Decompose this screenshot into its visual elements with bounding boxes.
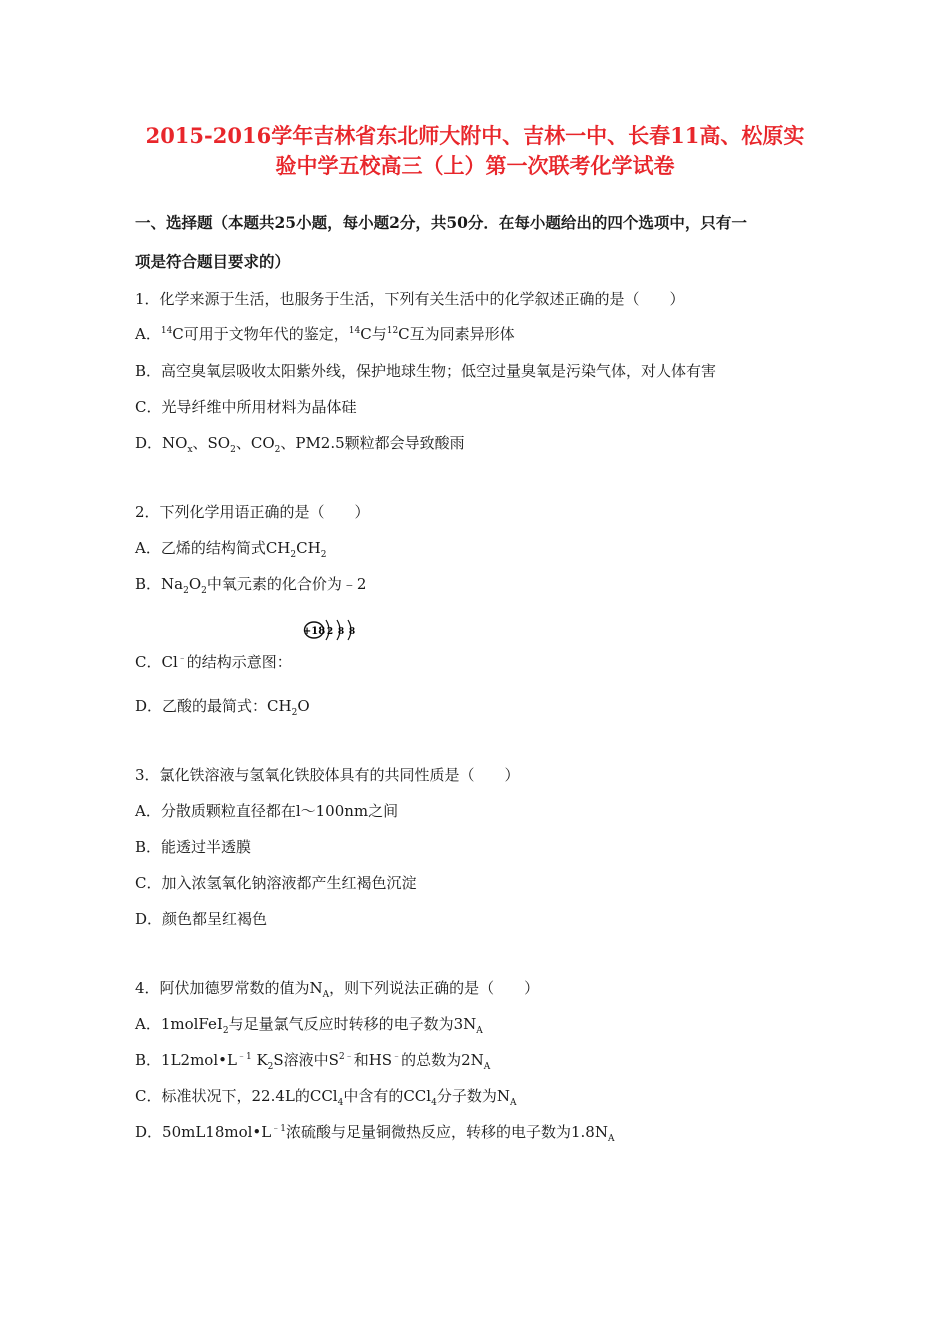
q4-c-text: 中含有的CCl — [343, 1087, 432, 1105]
q1-option-d — [135, 432, 465, 455]
q1-option-b: B．高空臭氧层吸收太阳紫外线，保护地球生物；低空过量臭氧是污染气体，对人体有害 — [135, 362, 717, 380]
q4-b-sup: ﹣1 — [236, 1052, 252, 1062]
q2-a-text: CH — [296, 539, 321, 557]
q2-b-sub: 2 — [201, 586, 207, 596]
q4-b-sup: ﹣ — [392, 1052, 402, 1062]
q2-b-text: 中氧元素的化合价为﹣2 — [206, 575, 367, 593]
q4-option-b — [135, 1049, 490, 1072]
q4-a-sub: A — [476, 1026, 483, 1036]
q4-b-sub: 2 — [267, 1062, 274, 1072]
q2-c-text: 的结构示意图： — [186, 653, 292, 671]
q4-stem-text: 4．阿伏加德罗常数的值为N — [135, 979, 323, 997]
q2-b-sub: 2 — [183, 586, 189, 596]
q4-c-text: 分子数为N — [436, 1087, 510, 1105]
q1-a-text: C与 — [360, 325, 387, 343]
q3-option-c: C．加入浓氢氧化钠溶液都产生红褐色沉淀 — [135, 874, 417, 892]
q1-d-sub: x — [187, 445, 193, 455]
q1-stem: 1．化学来源于生活，也服务于生活，下列有关生活中的化学叙述正确的是（ ） — [135, 290, 685, 308]
q2-option-d — [135, 695, 310, 718]
q2-a-text: A．乙烯的结构简式CH — [135, 539, 291, 557]
q4-a-text: A．1molFeI — [135, 1015, 223, 1033]
q4-stem-sub: A — [322, 990, 330, 1000]
q4-stem-text: ，则下列说法正确的是（ ） — [329, 979, 540, 997]
q1-d-sub: 2 — [230, 445, 236, 455]
q3-option-d: D．颜色都呈红褐色 — [135, 910, 268, 928]
q4-b-text: K — [251, 1051, 268, 1069]
q4-d-text: D．50mL18mol•L — [135, 1123, 272, 1141]
q4-c-sub: 4 — [431, 1098, 437, 1108]
q1-d-text: D．NO — [135, 434, 188, 452]
q1-d-text: 、PM2.5颗粒都会导致酸雨 — [280, 434, 465, 452]
q4-d-sub: A — [607, 1134, 615, 1144]
q2-stem: 2．下列化学用语正确的是（ ） — [135, 503, 370, 521]
q4-option-d — [135, 1121, 614, 1144]
q3-stem: 3．氯化铁溶液与氢氧化铁胶体具有的共同性质是（ ） — [135, 766, 520, 784]
q4-a-sub: 2 — [222, 1026, 229, 1036]
q4-c-text: C．标准状况下，22.4L的CCl — [135, 1087, 338, 1105]
shell-electron-count: 8 — [348, 627, 356, 637]
q2-option-b — [135, 573, 366, 596]
q2-a-sub: 2 — [320, 550, 327, 560]
q4-b-text: B．1L2mol•L — [135, 1051, 237, 1069]
q4-stem — [135, 977, 539, 1000]
q2-b-text: O — [188, 575, 202, 593]
q4-c-sub: A — [509, 1098, 517, 1108]
q1-a-sup: 14 — [348, 326, 361, 336]
q1-a-sup: 12 — [386, 326, 399, 336]
q1-a-text: C互为同素异形体 — [398, 325, 515, 343]
q4-c-sub: 4 — [337, 1098, 344, 1108]
section-heading-line1: 一、选择题（本题共25小题，每小题2分，共50分．在每小题给出的四个选项中，只有一 — [135, 213, 747, 232]
q4-option-a — [135, 1013, 483, 1036]
q4-option-c — [135, 1085, 516, 1108]
q2-c-text: C．Cl — [135, 653, 178, 671]
q1-a-text: A． — [135, 325, 161, 343]
q1-d-sub: 2 — [274, 445, 281, 455]
q2-b-text: B．Na — [135, 575, 184, 593]
q3-option-b: B．能透过半透膜 — [135, 838, 252, 856]
shell-electron-count: 2 — [326, 627, 334, 637]
exam-title-line2: 验中学五校高三（上）第一次联考化学试卷 — [275, 153, 675, 178]
q4-a-text: 与足量氯气反应时转移的电子数为3N — [228, 1015, 477, 1033]
q1-a-text: C可用于文物年代的鉴定， — [172, 325, 349, 343]
q1-option-a — [135, 323, 515, 344]
shell-electron-count: 8 — [337, 627, 345, 637]
q2-option-c — [135, 651, 292, 672]
chlorine-ion-structure-diagram — [303, 617, 367, 643]
q2-d-sub: 2 — [291, 708, 298, 718]
q1-d-text: 、SO — [192, 434, 231, 452]
section-heading-line2: 项是符合题目要求的） — [135, 252, 291, 271]
q1-d-text: 、CO — [235, 434, 275, 452]
q2-d-text: D．乙酸的最简式：CH — [135, 697, 292, 715]
q4-b-sup: 2﹣ — [338, 1052, 354, 1062]
nucleus-charge: +18 — [303, 626, 326, 637]
q3-option-a: A．分散质颗粒直径都在l～100nm之间 — [135, 802, 399, 820]
q2-d-text: O — [297, 697, 310, 715]
q4-b-text: 和HS — [353, 1051, 393, 1069]
exam-title-line1: 2015-2016学年吉林省东北师大附中、吉林一中、长春11高、松原实 — [145, 123, 805, 148]
q1-a-sup: 14 — [160, 326, 173, 336]
q4-d-text: 浓硫酸与足量铜微热反应，转移的电子数为1.8N — [285, 1123, 608, 1141]
q4-b-text: S溶液中S — [273, 1051, 339, 1069]
q2-a-sub: 2 — [290, 550, 297, 560]
q4-b-sub: A — [483, 1062, 491, 1072]
q1-option-c: C．光导纤维中所用材料为晶体硅 — [135, 398, 357, 416]
q4-d-sup: ﹣1 — [271, 1124, 286, 1134]
q2-c-sup: ﹣ — [177, 654, 187, 664]
q4-b-text: 的总数为2N — [401, 1051, 484, 1069]
q2-option-a — [135, 537, 326, 560]
